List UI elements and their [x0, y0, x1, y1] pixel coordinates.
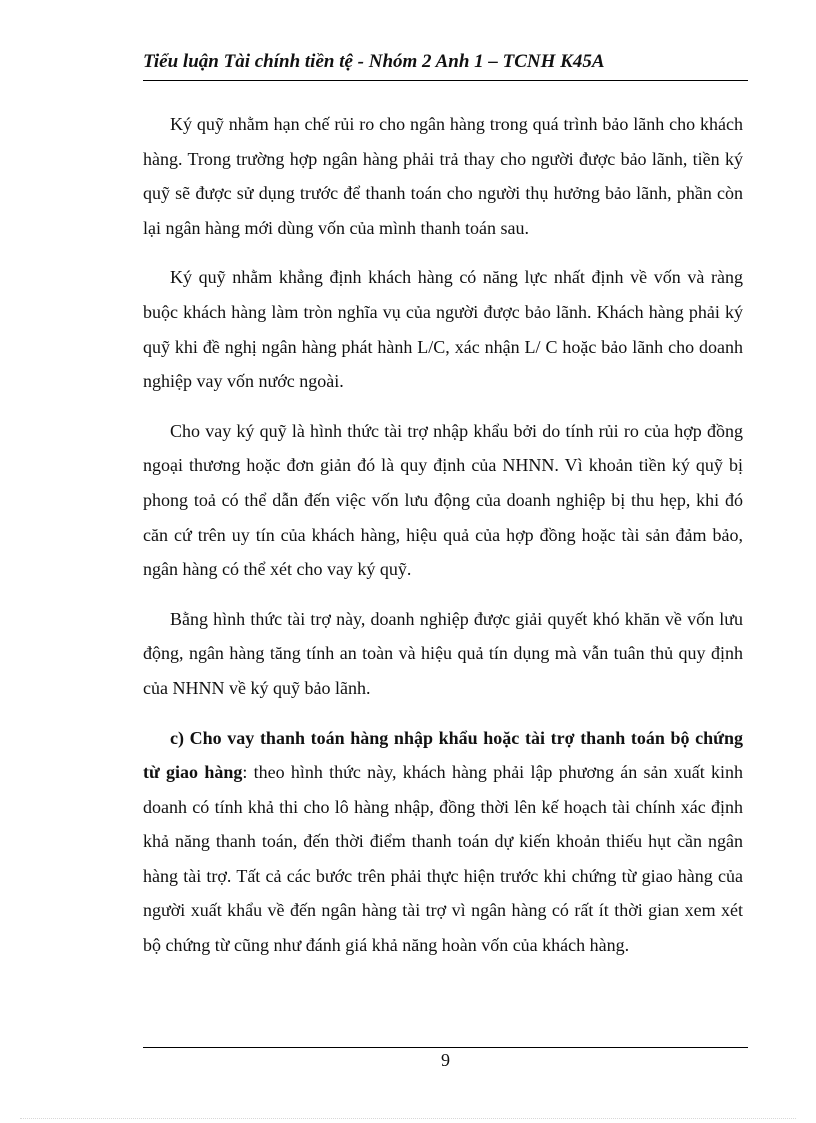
page-edge-divider	[20, 1118, 796, 1119]
footer-divider	[143, 1047, 748, 1048]
paragraph-deposit-risk: Ký quỹ nhằm hạn chế rủi ro cho ngân hàng trong quá trình bảo lãnh cho khách hàng. Trong trường hợp ngân hàng phải trả thay cho người được bảo lãnh, tiền ký quỹ sẽ được sử dụng trước để thanh toán cho người thụ hưởng bảo lãnh, phần còn lại ngân hàng mới dùng vốn của mình thanh toán sau.	[143, 114, 743, 238]
section-c-text: : theo hình thức này, khách hàng phải lập phương án sản xuất kinh doanh có tính khả thi cho lô hàng nhập, đồng thời lên kế hoạch tài chính xác định khả năng thanh toán, đến thời điểm thanh toán dự kiến khoản thiếu hụt cần ngân hàng tài trợ. Tất cả các bước trên phải thực hiện trước khi chứng từ giao hàng của người xuất khẩu về đến ngân hàng tài trợ vì ngân hàng có rất ít thời gian xem xét bộ chứng từ cũng như đánh giá khả năng hoàn vốn của khách hàng.	[143, 762, 743, 956]
section-c-heading: c) Cho vay thanh toán hàng nhập khẩu hoặc tài trợ thanh toán bộ chứng từ giao hàng	[143, 727, 743, 783]
page-body	[143, 107, 743, 978]
page-header-title: Tiểu luận Tài chính tiền tệ - Nhóm 2 Anh 1 – TCNH K45A	[143, 51, 605, 72]
page-number: 9	[441, 1050, 450, 1070]
header-divider	[143, 80, 748, 81]
paragraph-section-c	[143, 721, 743, 963]
paragraph-financing-benefit: Bằng hình thức tài trợ này, doanh nghiệp được giải quyết khó khăn về vốn lưu động, ngân hàng tăng tính an toàn và hiệu quả tín dụng mà vẫn tuân thủ quy định của NHNN về ký quỹ bảo lãnh.	[143, 608, 743, 698]
paragraph-deposit-loan: Cho vay ký quỹ là hình thức tài trợ nhập khẩu bởi do tính rủi ro của hợp đồng ngoại thương hoặc đơn giản đó là quy định của NHNN. Vì khoản tiền ký quỹ bị phong toả có thể dẫn đến việc vốn lưu động của doanh nghiệp bị thu hẹp, khi đó căn cứ trên uy tín của khách hàng, hiệu quả của hợp đồng hoặc tài sản đảm bảo, ngân hàng có thể xét cho vay ký quỹ.	[143, 420, 743, 580]
paragraph-deposit-capability: Ký quỹ nhằm khẳng định khách hàng có năng lực nhất định về vốn và ràng buộc khách hàng làm tròn nghĩa vụ của người được bảo lãnh. Khách hàng phải ký quỹ khi đề nghị ngân hàng phát hành L/C, xác nhận L/ C hoặc bảo lãnh cho doanh nghiệp vay vốn nước ngoài.	[143, 267, 743, 392]
